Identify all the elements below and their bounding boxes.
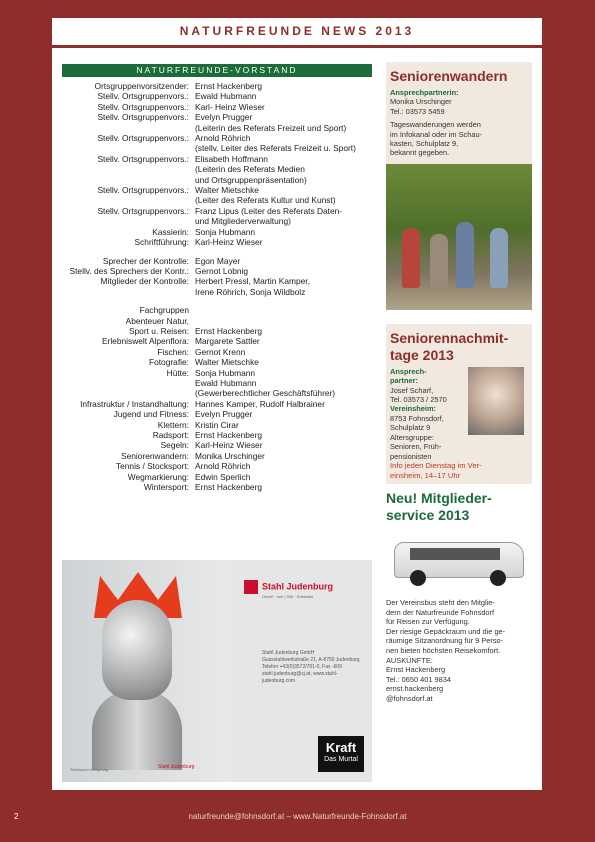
vorstand-row [62,91,372,101]
row-value [195,305,372,315]
text-line: Vereinsheim: [390,404,437,414]
kontrolle-list [62,256,372,298]
row-value: Sonja Hubmann [195,367,256,378]
row-label: Klettern: [157,419,189,430]
text-line: im Infokanal oder im Schau- [390,129,483,139]
text-line: AUSKÜNFTE: [386,655,433,665]
ad-address-line: Gussstahlwerkstraße 21, A-8750 Judenburg [262,657,360,663]
row-label: Mitglieder der Kontrolle: [100,276,189,287]
mitglieder-section [386,490,532,704]
row-label: Tennis / Stocksport: [115,461,189,472]
vorstand-row [62,266,372,276]
row-value: Evelyn Prugger [195,112,253,123]
hiker-figure [430,234,448,288]
vorstand-row [62,451,372,461]
row-value: Gernot Krenn [195,346,246,357]
hikers-photo [386,164,532,310]
nachmittage-title: Seniorennachmit-tage 2013 [390,329,509,363]
vorstand-row [62,195,372,205]
advertisement [62,560,372,782]
vorstand-row [62,81,372,91]
row-label [62,378,195,388]
row-value: (stellv. Leiter des Referats Freizeit u. Sport) [195,143,356,154]
row-label: Wintersport: [143,482,189,493]
text-line: Ernst Hackenberg [386,665,446,675]
row-label: Infrastruktur / Instandhaltung: [80,398,189,409]
row-label: Stellv. Ortsgruppenvors.: [97,133,189,144]
row-label: Jugend und Fitness: [113,409,189,420]
row-label: Stellv. Ortsgruppenvors.: [97,101,189,112]
kraft-title: Kraft [325,740,357,755]
row-value: Egon Mayer [195,255,241,266]
header-banner [52,18,542,48]
vorstand-row [62,133,372,143]
row-value: (Gewerberechtlicher Geschäftsführer) [195,388,336,399]
text-line: @fohnsdorf.at [386,694,433,704]
row-value: Walter Mietschke [195,357,259,368]
contact-label: Ansprechpartnerin: [390,88,459,97]
text-line: Tel. 03573 / 2570 [390,395,447,405]
row-label: Radsport: [152,430,189,440]
row-label: Sprecher der Kontrolle: [102,255,189,266]
text-line: Altersgruppe: Senioren, Früh- [390,432,442,452]
vorstand-row [62,347,372,357]
vorstand-row [62,143,372,153]
text-line: nen bieten höchsten Reisekomfort. [386,646,501,656]
row-value: Edwin Sperlich [195,471,251,482]
row-label [62,388,195,398]
nachmittage-box [386,324,532,484]
text-line: Der riesige Gepäckraum und die ge- [386,626,506,636]
ad-slogan: Steirischer Vorsprung [70,767,109,772]
info-line: einsheim, 14–17 Uhr [390,470,461,480]
row-value: Herbert Pressl, Martin Kamper, [195,276,310,287]
row-label: Abenteuer Natur, [125,315,189,326]
text-line: ernst.hackenberg [386,684,444,694]
row-value: Margarete Sattler [195,336,260,347]
vorstand-row [62,185,372,195]
row-value: Arnold Röhrich [195,461,251,472]
kraft-subtitle: Das Murtal [324,756,358,763]
vorstand-row [62,378,372,388]
row-value: Elisabeth Hoffmann [195,153,268,164]
row-label: Seniorenwandern: [121,450,189,461]
text-line: Tageswanderungen werden [390,120,481,130]
row-label: Ortsgruppenvorsitzender: [94,81,189,91]
vorstand-row [62,388,372,398]
text-line: Josef Scharf, [390,385,434,395]
vorstand-row [62,112,372,122]
text-line: partner: [390,376,418,386]
row-value: Irene Röhrich, Sonja Wildbolz [195,286,306,297]
vorstand-row [62,368,372,378]
vorstand-row [62,430,372,440]
vorstand-row [62,206,372,216]
row-label: Erlebniswelt Alpenflora: [101,336,189,347]
contact-phone: Tel.: 03573 5459 [390,106,445,116]
text-line: Ansprech- [390,366,427,376]
row-label: Fischen: [157,346,189,357]
row-label: Fotografie: [148,357,189,368]
row-value: Arnold Röhrich [195,133,251,144]
vorstand-row [62,336,372,346]
text-line: pensionisten [390,451,432,461]
row-label [62,123,195,133]
contact-name: Monika Urschinger [390,97,452,107]
row-label: Wegmarkierung: [127,471,189,482]
vorstand-row [62,461,372,471]
vorstand-row [62,420,372,430]
statue-neck [92,690,182,770]
row-label [62,175,195,185]
vorstand-row [62,164,372,174]
row-label [62,216,195,226]
row-label: Kassierin: [152,226,189,237]
portrait-photo [468,367,524,435]
seniorenwandern-text [386,88,532,164]
row-value: Karl-Heinz Wieser [195,440,263,451]
statue-head [102,600,172,700]
row-label: Stellv. Ortsgruppenvors.: [97,153,189,164]
bus-wheel [410,570,426,586]
vorstand-row [62,237,372,247]
mitglieder-text [386,598,532,704]
ad-logo-small: Stahl Judenburg [158,764,195,770]
vorstand-row [62,256,372,266]
vorstand-row [62,482,372,492]
vorstand-row [62,357,372,367]
vorstand-row [62,316,372,326]
row-label: Schriftführung: [134,237,189,248]
vorstand-row [62,175,372,185]
text-line: für Reisen zur Verfügung. [386,617,470,627]
ad-brand-logo [244,580,333,594]
ad-address-line: stahl.judenburg@sj.at, www.stahl-judenburg.com [262,671,338,684]
fachgruppen-list [62,305,372,492]
row-value: Kristin Cirar [195,419,239,430]
bus-photo [390,532,528,592]
row-label [62,143,195,153]
header-title: NATURFREUNDE NEWS 2013 [179,24,415,38]
brand-square-icon [244,580,258,594]
row-value: (Leiterin des Referats Freizeit und Sport) [195,122,347,133]
nachmittage-text [386,367,532,484]
row-value: Hannes Kamper, Rudolf Halbrainer [195,398,325,409]
ad-address-line: Stahl Judenburg GmbH [262,650,315,656]
footer-contact: naturfreunde@fohnsdorf.at – www.Naturfreunde-Fohnsdorf.at [188,812,407,821]
row-label [62,195,195,205]
bus-window [410,548,500,560]
hiker-figure [456,222,474,288]
row-label [62,287,195,297]
text-line: bekannt gegeben. [390,148,450,158]
seniorenwandern-title: Seniorenwandern [390,68,508,84]
vorstand-row [62,399,372,409]
right-column [386,62,532,704]
row-label: Sport u. Reisen: [128,325,189,336]
row-label: Stellv. des Sprechers der Kontr.: [69,265,189,276]
hiker-figure [490,228,508,288]
ad-brand: Stahl Judenburg [262,581,334,592]
row-value: Ernst Hackenberg [195,482,263,493]
vorstand-row [62,305,372,315]
hiker-figure [402,228,420,288]
row-value: Monika Urschinger [195,450,265,461]
text-line: kasten, Schulplatz 9, [390,139,459,149]
vorstand-row [62,326,372,336]
row-label: Stellv. Ortsgruppenvors.: [97,205,189,216]
row-value: (Leiter des Referats Kultur und Kunst) [195,195,336,206]
vorstand-list [62,81,372,248]
row-value: Ernst Hackenberg [195,81,263,91]
row-value: Ernst Hackenberg [195,430,263,440]
info-line: Info jeden Dienstag im Ver- [390,460,482,470]
mitglieder-title: Neu! Mitglieder-service 2013 [386,490,492,524]
row-label: Stellv. Ortsgruppenvors.: [97,112,189,123]
vorstand-row [62,440,372,450]
row-value: und Ortsgruppenpräsentation) [195,174,307,185]
vorstand-heading: NATURFREUNDE-VORSTAND [62,64,372,77]
vorstand-row [62,227,372,237]
row-value: Karl- Heinz Wieser [195,101,265,112]
ad-brand-sub: GmbH · seit | 906 · Edelstahl [262,594,314,599]
row-value: Karl-Heinz Wieser [195,237,263,248]
row-label: Hütte: [166,367,189,378]
row-label: Stellv. Ortsgruppenvors.: [97,185,189,196]
row-label [62,164,195,174]
row-value [195,316,372,326]
vorstand-row [62,123,372,133]
row-value: Ewald Hubmann [195,91,257,102]
row-label: Segeln: [160,440,189,451]
vorstand-row [62,102,372,112]
row-value: Franz Lipus (Leiter des Referats Daten- [195,205,343,216]
ad-address [262,650,362,685]
row-value: Evelyn Prugger [195,409,253,420]
text-line: räumige Sitzanordnung für 9 Perso- [386,636,504,646]
text-line: 8753 Fohnsdorf, Schulplatz 9 [390,413,444,433]
row-value: Walter Mietschke [195,185,259,196]
row-value: und Mitgliederverwaltung) [195,216,291,227]
bus-wheel [490,570,506,586]
vorstand-row [62,216,372,226]
vorstand-row [62,472,372,482]
vorstand-row [62,409,372,419]
vorstand-row [62,154,372,164]
ad-address-line: Telefon +43(0)3572/701-0, Fax -609 [262,664,342,670]
row-label: Fachgruppen [139,305,189,316]
page [52,18,542,790]
ad-image [62,560,232,782]
vorstand-section [62,64,372,492]
row-value: Ewald Hubmann [195,377,257,388]
text-line: Der Vereinsbus steht den Mitglie- [386,598,495,608]
kraft-logo [318,736,364,772]
row-value: Sonja Hubmann [195,226,256,237]
vorstand-row [62,287,372,297]
row-value: Ernst Hackenberg [195,325,263,336]
row-label: Stellv. Ortsgruppenvors.: [97,91,189,102]
row-value: Gernot Lobnig [195,265,249,276]
seniorenwandern-box [386,62,532,310]
text-line: dern der Naturfreunde Fohnsdorf [386,607,495,617]
page-number: 2 [14,812,19,821]
vorstand-row [62,276,372,286]
text-line: Tel.: 0650 401 9834 [386,674,451,684]
row-value: (Leiterin des Referats Medien [195,164,305,175]
footer [0,812,595,826]
